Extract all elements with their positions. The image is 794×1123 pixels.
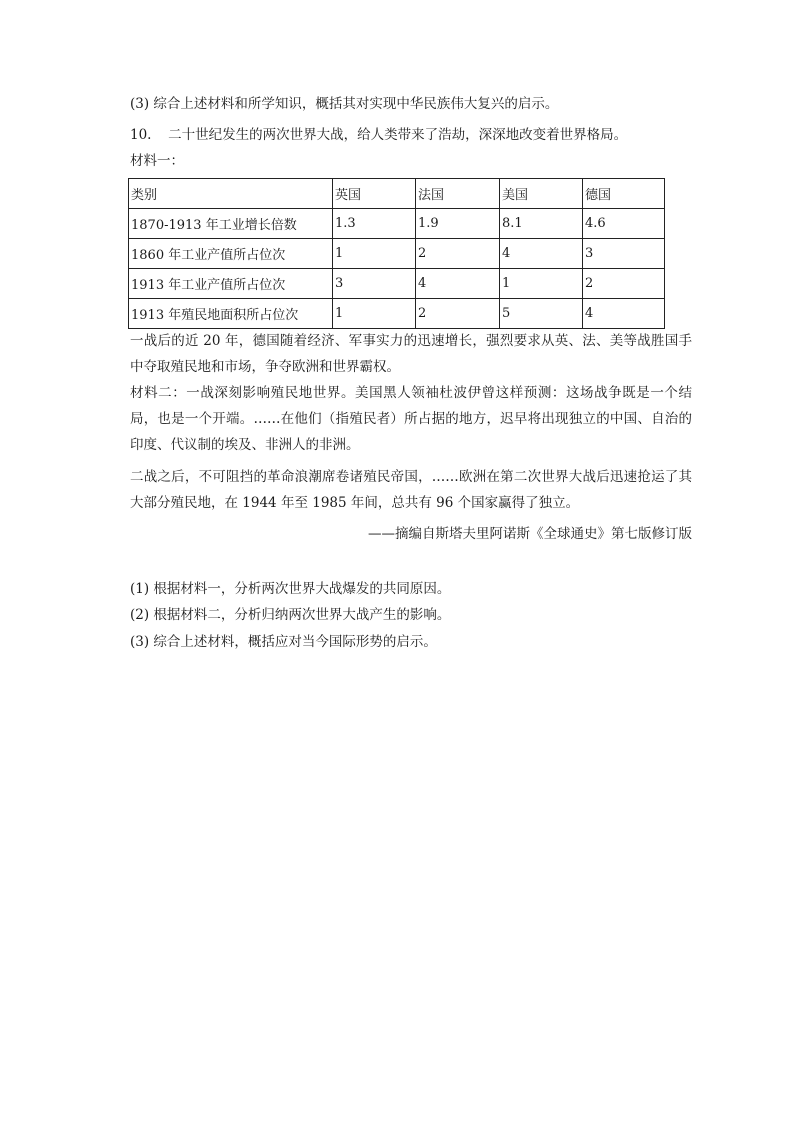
- table-cell: 2: [416, 299, 500, 329]
- material-2-text: 材料二：一战深刻影响殖民地世界。美国黑人领袖杜波伊曾这样预测：这场战争既是一个结局，也是一个开端。……在他们（指殖民者）所占据的地方，迟早将出现独立的中国、自治的印度、代议制的埃及、非洲人的非洲。: [130, 385, 692, 453]
- source-citation: ——摘编自斯塔夫里阿诺斯《全球通史》第七版修订版: [368, 526, 692, 542]
- table-cell: 1913 年工业产值所占位次: [129, 269, 333, 299]
- table-cell: 1.9: [416, 209, 500, 239]
- sub-question-3: (3) 综合上述材料，概括应对当今国际形势的启示。: [130, 634, 437, 650]
- industrial-data-table: [128, 178, 665, 329]
- material-1-label: 材料一：: [130, 153, 184, 169]
- table-cell: 4: [583, 299, 665, 329]
- question-stem: 二十世纪发生的两次世界大战，给人类带来了浩劫，深深地改变着世界格局。: [168, 127, 628, 143]
- table-cell: 3: [333, 269, 416, 299]
- table-header-cell: 英国: [333, 179, 416, 209]
- question-10-stem: [130, 126, 627, 144]
- table-cell: 4: [500, 239, 583, 269]
- sub-question-2: (2) 根据材料二，分析归纳两次世界大战产生的影响。: [130, 607, 451, 623]
- sub-question-1: (1) 根据材料一，分析两次世界大战爆发的共同原因。: [130, 581, 451, 597]
- table-cell: 1913 年殖民地面积所占位次: [129, 299, 333, 329]
- prev-question-3: (3) 综合上述材料和所学知识，概括其对实现中华民族伟大复兴的启示。: [130, 96, 559, 112]
- table-header-cell: 法国: [416, 179, 500, 209]
- table-cell: 1: [333, 299, 416, 329]
- table-cell: 1: [333, 239, 416, 269]
- table-row: [129, 299, 665, 329]
- table-row: [129, 239, 665, 269]
- question-number: 10.: [130, 127, 152, 143]
- table-header-row: [129, 179, 665, 209]
- table-header-cell: 德国: [583, 179, 665, 209]
- table-cell: 1.3: [333, 209, 416, 239]
- table-cell: 4.6: [583, 209, 665, 239]
- table-cell: 2: [583, 269, 665, 299]
- table-cell: 1870-1913 年工业增长倍数: [129, 209, 333, 239]
- table-cell: 3: [583, 239, 665, 269]
- table-cell: 1: [500, 269, 583, 299]
- material-1-text: 一战后的近 20 年，德国随着经济、军事实力的迅速增长，强烈要求从英、法、美等战胜国手中夺取殖民地和市场，争夺欧洲和世界霸权。: [130, 333, 692, 375]
- table-cell: 8.1: [500, 209, 583, 239]
- table-row: [129, 269, 665, 299]
- table-row: [129, 209, 665, 239]
- table-cell: 2: [416, 239, 500, 269]
- table-header-cell: 类别: [129, 179, 333, 209]
- material-2-text-continued: 二战之后，不可阻挡的革命浪潮席卷诸殖民帝国，……欧洲在第二次世界大战后迅速抢运了其大部分殖民地，在 1944 年至 1985 年间，总共有 96 个国家赢得了独立。: [130, 469, 692, 511]
- table-header-cell: 美国: [500, 179, 583, 209]
- table-cell: 4: [416, 269, 500, 299]
- table-cell: 5: [500, 299, 583, 329]
- table-cell: 1860 年工业产值所占位次: [129, 239, 333, 269]
